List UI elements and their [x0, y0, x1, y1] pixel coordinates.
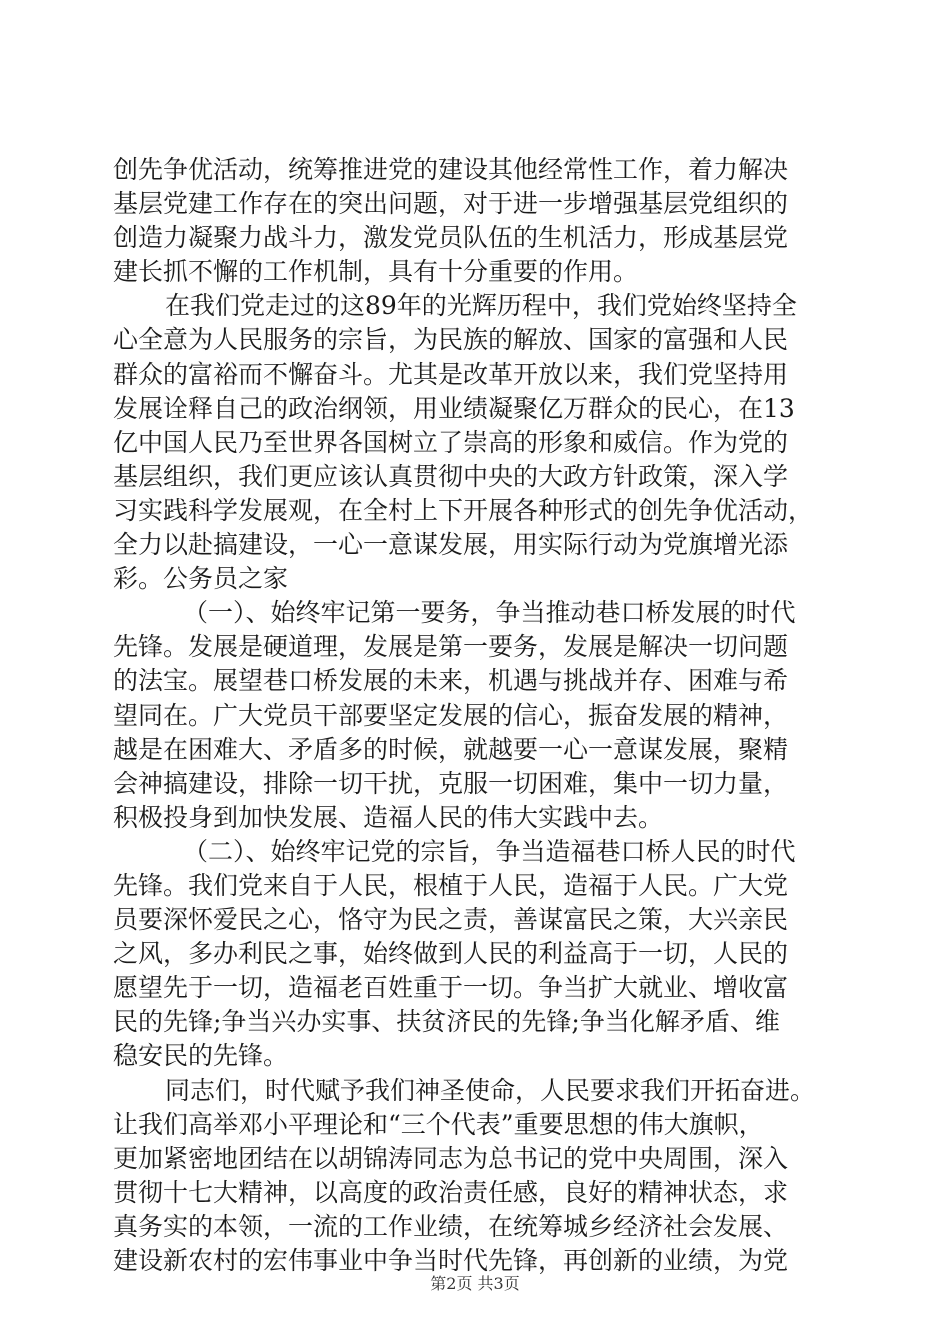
text-line: 之风，多办利民之事，始终做到人民的利益高于一切，人民的 [113, 939, 789, 969]
text-line: 发展诠释自己的政治纲领，用业绩凝聚亿万群众的民心，在13 [113, 393, 795, 423]
text-line: 让我们高举邓小平理论和“三个代表”重要思想的伟大旗帜， [113, 1109, 764, 1139]
text-line: 心全意为人民服务的宗旨，为民族的解放、国家的富强和人民 [113, 325, 789, 355]
text-line: 积极投身到加快发展、造福人民的伟大实践中去。 [113, 802, 664, 832]
text-line: 建长抓不懈的工作机制，具有十分重要的作用。 [113, 257, 639, 287]
text-line: 稳安民的先锋。 [113, 1041, 289, 1071]
text-line: 基层党建工作存在的突出问题，对于进一步增强基层党组织的 [113, 189, 789, 219]
text-line: 的法宝。展望巷口桥发展的未来，机遇与挑战并存、困难与希 [113, 666, 789, 696]
page-footer [0, 1274, 950, 1294]
paragraph-start-line: 同志们，时代赋予我们神圣使命，人民要求我们开拓奋进。 [165, 1075, 816, 1105]
text-line: 创造力凝聚力战斗力，激发党员队伍的生机活力，形成基层党 [113, 223, 789, 253]
text-line: 彩。公务员之家 [113, 564, 289, 594]
text-line: 全力以赴搞建设，一心一意谋发展，用实际行动为党旗增光添 [113, 530, 789, 560]
text-line: 员要深怀爱民之心，恪守为民之责，善谋富民之策，大兴亲民 [113, 905, 789, 935]
text-line: 望同在。广大党员干部要坚定发展的信心，振奋发展的精神， [113, 700, 789, 730]
text-line: 群众的富裕而不懈奋斗。尤其是改革开放以来，我们党坚持用 [113, 359, 789, 389]
text-line: 真务实的本领，一流的工作业绩，在统筹城乡经济社会发展、 [113, 1211, 789, 1241]
text-line: 亿中国人民乃至世界各国树立了崇高的形象和威信。作为党的 [113, 427, 789, 457]
text-line: 基层组织，我们更应该认真贯彻中央的大政方针政策，深入学 [113, 461, 789, 491]
text-line: 贯彻十七大精神，以高度的政治责任感，良好的精神状态，求 [113, 1177, 789, 1207]
section-heading-line: （一）、始终牢记第一要务，争当推动巷口桥发展的时代 [183, 598, 796, 628]
text-line: 习实践科学发展观，在全村上下开展各种形式的创先争优活动， [113, 495, 814, 525]
body-text [113, 153, 843, 1278]
text-line: 民的先锋;争当兴办实事、扶贫济民的先锋;争当化解矛盾、维 [113, 1007, 780, 1037]
text-line: 建设新农村的宏伟事业中争当时代先锋，再创新的业绩，为党 [113, 1246, 789, 1275]
text-line: 先锋。发展是硬道理，发展是第一要务，发展是解决一切问题 [113, 632, 789, 662]
paragraph-start-line: 在我们党走过的这89年的光辉历程中，我们党始终坚持全 [165, 291, 797, 321]
text-line: 先锋。我们党来自于人民，根植于人民，造福于人民。广大党 [113, 870, 789, 900]
page-number: 第2页 共3页 [430, 1274, 520, 1293]
text-line: 更加紧密地团结在以胡锦涛同志为总书记的党中央周围，深入 [113, 1143, 789, 1173]
text-line: 创先争优活动，统筹推进党的建设其他经常性工作，着力解决 [113, 155, 789, 184]
section-heading-line: （二）、始终牢记党的宗旨，争当造福巷口桥人民的时代 [183, 836, 796, 866]
text-line: 越是在困难大、矛盾多的时候，就越要一心一意谋发展，聚精 [113, 734, 789, 764]
text-line: 愿望先于一切，造福老百姓重于一切。争当扩大就业、增收富 [113, 973, 789, 1003]
text-line: 会神搞建设，排除一切干扰，克服一切困难，集中一切力量， [113, 768, 789, 798]
